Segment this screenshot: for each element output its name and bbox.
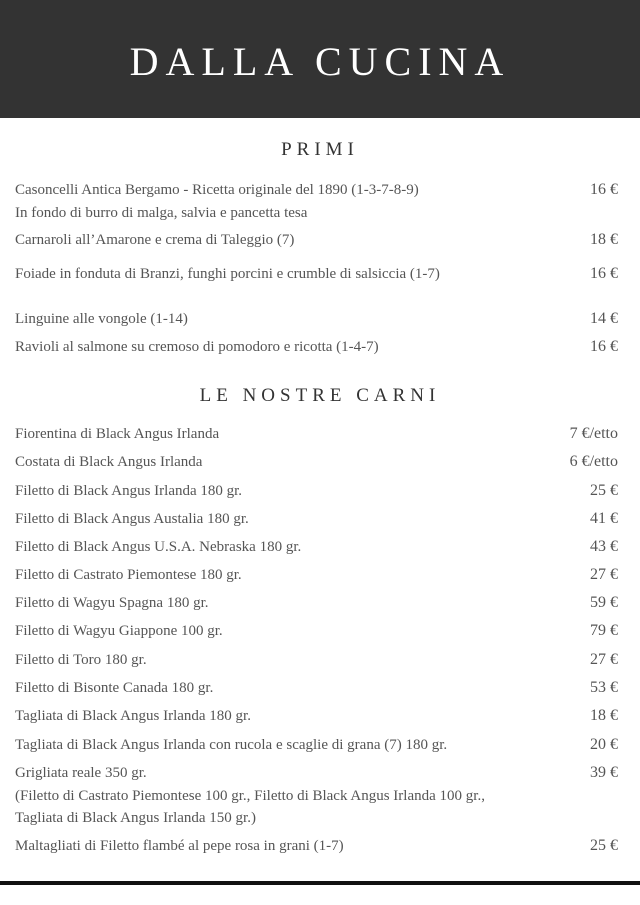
item-name: Tagliata di Black Angus Irlanda con rucola e scaglie di grana (7) 180 gr. [15, 737, 448, 753]
menu-item [15, 229, 618, 251]
menu-item [15, 536, 618, 558]
item-price: 41 € [590, 510, 618, 527]
menu-item [15, 263, 618, 285]
item-price: 25 € [590, 837, 618, 854]
item-price: 59 € [590, 594, 618, 611]
page-title: DALLA CUCINA [129, 39, 511, 84]
item-name: Costata di Black Angus Irlanda [15, 454, 203, 470]
item-price: 39 € [590, 764, 618, 781]
item-name: Ravioli al salmone su cremoso di pomodoro e ricotta (1-4-7) [15, 339, 379, 355]
item-price: 53 € [590, 679, 618, 696]
menu-item [15, 179, 618, 201]
item-name: Filetto di Bisonte Canada 180 gr. [15, 680, 214, 696]
menu-item [15, 620, 618, 642]
item-name: Casoncelli Antica Bergamo - Ricetta originale del 1890 (1-3-7-8-9) [15, 182, 419, 198]
menu-item [15, 336, 618, 358]
item-price: 16 € [590, 181, 618, 198]
item-name: Carnaroli all’Amarone e crema di Taleggio (7) [15, 232, 295, 248]
item-name: Filetto di Black Angus U.S.A. Nebraska 180 gr. [15, 539, 302, 555]
item-name: Filetto di Toro 180 gr. [15, 652, 147, 668]
item-description: Tagliata di Black Angus Irlanda 150 gr.) [15, 810, 256, 826]
item-name: Filetto di Wagyu Giappone 100 gr. [15, 623, 223, 639]
item-name: Foiade in fonduta di Branzi, funghi porcini e crumble di salsiccia (1-7) [15, 266, 440, 282]
section-heading-primi: PRIMI [281, 139, 359, 160]
item-price: 6 €/etto [569, 453, 618, 470]
item-price: 16 € [590, 338, 618, 355]
menu-item [15, 835, 618, 857]
menu-item [15, 649, 618, 671]
header-banner [0, 0, 640, 118]
item-price: 14 € [590, 310, 618, 327]
item-name: Tagliata di Black Angus Irlanda 180 gr. [15, 708, 251, 724]
menu-item [15, 480, 618, 502]
menu-item [15, 592, 618, 614]
item-price: 25 € [590, 482, 618, 499]
menu-item [15, 762, 618, 784]
item-price: 7 €/etto [569, 425, 618, 442]
menu-item [15, 677, 618, 699]
item-price: 79 € [590, 622, 618, 639]
item-price: 16 € [590, 265, 618, 282]
item-price: 20 € [590, 736, 618, 753]
menu-item [15, 423, 618, 445]
menu-item [15, 705, 618, 727]
menu-item [15, 508, 618, 530]
menu-item [15, 734, 618, 756]
item-name: Filetto di Wagyu Spagna 180 gr. [15, 595, 209, 611]
menu-item [15, 451, 618, 473]
menu-item [15, 564, 618, 586]
item-price: 27 € [590, 566, 618, 583]
item-price: 18 € [590, 707, 618, 724]
item-description: (Filetto di Castrato Piemontese 100 gr., Filetto di Black Angus Irlanda 100 gr., [15, 788, 485, 804]
item-name: Filetto di Castrato Piemontese 180 gr. [15, 567, 242, 583]
item-price: 43 € [590, 538, 618, 555]
item-name: Filetto di Black Angus Irlanda 180 gr. [15, 483, 243, 499]
item-price: 18 € [590, 231, 618, 248]
item-price: 27 € [590, 651, 618, 668]
bottom-divider [0, 881, 640, 885]
item-name: Linguine alle vongole (1-14) [15, 311, 188, 327]
item-name: Maltagliati di Filetto flambé al pepe rosa in grani (1-7) [15, 838, 344, 854]
item-name: Fiorentina di Black Angus Irlanda [15, 426, 220, 442]
section-heading-carni: LE NOSTRE CARNI [199, 385, 441, 406]
item-name: Grigliata reale 350 gr. [15, 765, 147, 781]
menu-item [15, 308, 618, 330]
item-description: In fondo di burro di malga, salvia e pancetta tesa [15, 205, 308, 221]
item-name: Filetto di Black Angus Austalia 180 gr. [15, 511, 249, 527]
